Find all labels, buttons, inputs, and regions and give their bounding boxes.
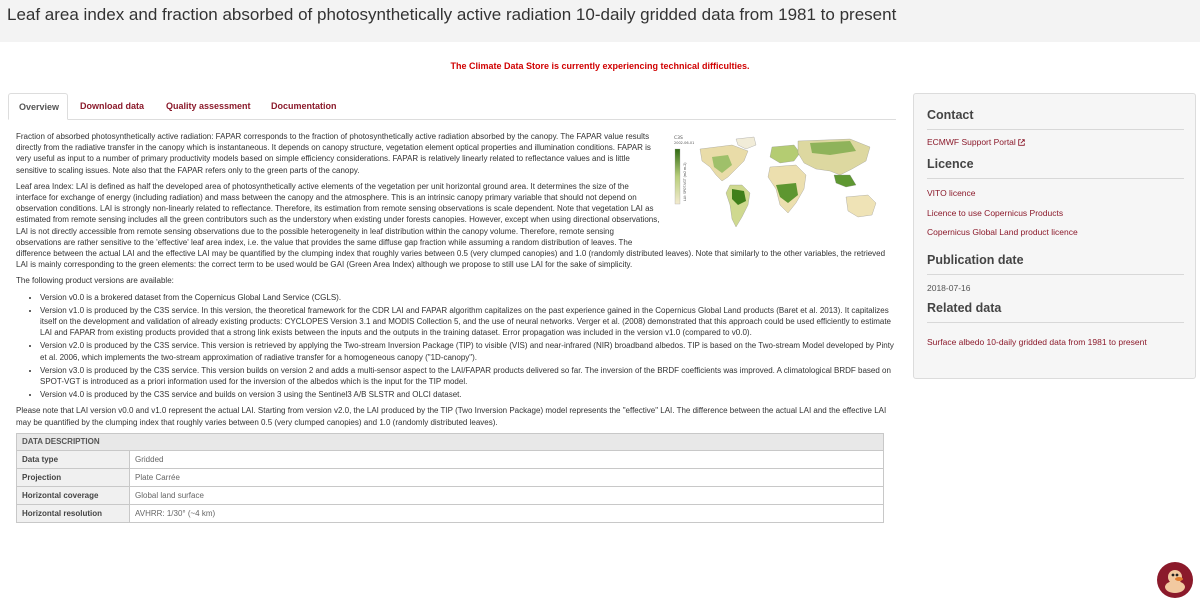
- external-link-icon: [1018, 139, 1025, 146]
- table-value: AVHRR: 1/30° (~4 km): [130, 504, 884, 522]
- map-title: C3S: [674, 136, 683, 141]
- tab-quality-assessment[interactable]: Quality assessment: [166, 101, 251, 111]
- licence-heading: Licence: [927, 157, 974, 171]
- divider: [927, 178, 1184, 179]
- table-row: [17, 468, 884, 486]
- table-key: Horizontal resolution: [17, 504, 130, 522]
- table-value: Gridded: [130, 450, 884, 468]
- fapar-paragraph: Fraction of absorbed photosynthetically active radiation: FAPAR corresponds to the fraction of photosynthetically active radiation absorbed by the canopy. The FAPAR value results directly from the radiative transfer in the canopy which is instantaneous. It depends on canopy structure, vegetation element optical properties and illumination conditions. FAPAR is very useful as input to a number of primary productivity models based on simple efficiency considerations. FAPAR is relatively linearly related to reflectance values and is little sensitive to scaling issues. Note also that the FAPAR refers only to the green parts of the canopy.: [16, 132, 651, 175]
- tab-documentation[interactable]: Documentation: [271, 101, 337, 111]
- overview-content: [16, 131, 894, 523]
- support-chat-button[interactable]: [1157, 562, 1193, 598]
- versions-list: [16, 292, 894, 401]
- list-item: • Version v1.0 is produced by the C3S service. In this version, the theoretical framework for the CDR LAI and FAPAR algorithm capitalizes on the past experience gained in the Copernicus Global Land products (Baret et al. 2013). It capitalizes itself on the development and validation of already existing products: CYCLOPES Version 3.1 and MODIS Collection 5, and the use of neural networks. Verger et al. (2008) demonstrated that this approach could be used efficiently to estimate LAI and FAPAR from existing products provided that a strong link exists between the inputs and the outputs in the training dataset. Error propagation was included in the version v1.0 (compared to v0.0).: [40, 305, 894, 339]
- technical-difficulties-alert: The Climate Data Store is currently experiencing technical difficulties.: [450, 61, 750, 71]
- copernicus-global-land-licence-link[interactable]: Copernicus Global Land product licence: [927, 227, 1078, 237]
- map-colorbar-label: LAI: SPOT-VGT (m2 m-2): [683, 162, 687, 201]
- vito-licence-link[interactable]: VITO licence: [927, 188, 976, 198]
- table-key: Projection: [17, 468, 130, 486]
- copernicus-products-licence-link[interactable]: Licence to use Copernicus Products: [927, 208, 1064, 218]
- list-item: • Version v0.0 is a brokered dataset from the Copernicus Global Land Service (CGLS).: [40, 292, 894, 303]
- tab-overview[interactable]: Overview: [8, 93, 68, 120]
- table-key: Data type: [17, 450, 130, 468]
- table-row: [17, 486, 884, 504]
- page-title: Leaf area index and fraction absorbed of photosynthetically active radiation 10-daily gridded data from 1981 to present: [7, 5, 897, 24]
- list-item: • Version v4.0 is produced by the C3S service and builds on version 3 using the Sentinel3 A/B SLSTR and OLCI dataset.: [40, 389, 894, 400]
- list-item: • Version v2.0 is produced by the C3S service. This version is retrieved by applying the Two-stream Inversion Package (TIP) to visible (VIS) and near-infrared (NIR) broadband albedos. TIP is based on the Two-stream Model developed by Pinty et al. 2006, which implements the two-stream approximation of radiative transfer for a homogeneous canopy ("1D-canopy").: [40, 340, 894, 362]
- versions-intro: The following product versions are available:: [16, 276, 174, 286]
- ecmwf-support-portal-link[interactable]: [927, 137, 1025, 147]
- list-item: • Version v3.0 is produced by the C3S service. This version builds on version 2 and adds a multi-sensor aspect to the LAI/FAPAR products delivered so far. The inversion of the BRDF coefficients was improved. A climatological BRDF based on SPOT-VGT is introduced as a priori information used for the inversion of the albedos which is the input for the TIP model.: [40, 365, 894, 387]
- page-header: [0, 0, 1200, 42]
- table-key: Horizontal coverage: [17, 486, 130, 504]
- divider: [927, 129, 1184, 130]
- publication-date-value: 2018-07-16: [927, 283, 971, 293]
- publication-date-heading: Publication date: [927, 253, 1024, 267]
- lai-paragraph: Leaf area Index: LAI is defined as half the developed area of photosynthetically active elements of the vegetation per unit horizontal ground area. It determines the size of the interface for exchange of energy (including radiation) and mass between the canopy and the atmosphere. This is an intrinsic canopy primary variable that should not depend on observation conditions. LAI is strongly non-linearly related to reflectance. Therefore, its estimation from remote sensing observations is scale dependent. Note that vegetation LAI as estimated from remote sensing includes all the green contributors such as the understory when existing under forests canopies. However, except when using directional observations, LAI is not directly accessible from remote sensing observations due to the possible heterogeneity in leaf distribution within the canopy volume. Therefore, remote sensing observations are rather sensitive to the 'effective' leaf area index, i.e. the value that provides the same diffuse gap fraction while assuming a random distribution of leaves. The difference between the actual LAI and the effective LAI may be quantified by the clumping index that roughly varies between 0.5 (very clumped canopies) and 1.0 (randomly distributed leaves). Note that similarly to the other variables, the retrieved LAI is mainly corresponding to the green elements: the correct term to be used would be GAI (Green Area Index) although we propose to still use LAI for the sake of simplicity.: [16, 181, 886, 270]
- main-content: [8, 93, 896, 610]
- data-description-header: DATA DESCRIPTION: [17, 433, 884, 450]
- table-row: [17, 450, 884, 468]
- divider: [927, 274, 1184, 275]
- contact-heading: Contact: [927, 108, 974, 122]
- duck-mascot-icon: [1157, 562, 1193, 598]
- ecmwf-support-portal-label: ECMWF Support Portal: [927, 137, 1016, 147]
- tab-bar: [8, 93, 896, 120]
- data-description-table: [16, 433, 884, 523]
- sidebar-panel: [913, 93, 1196, 379]
- related-data-heading: Related data: [927, 301, 1002, 315]
- table-value: Global land surface: [130, 486, 884, 504]
- lai-note-paragraph: Please note that LAI version v0.0 and v1.0 represent the actual LAI. Starting from version v2.0, the LAI produced by the TIP (Two Inversion Package) model represents the "effective" LAI. The difference between the actual LAI and the effective LAI may be quantified by the clumping index that roughly varies between 0.5 (very clumped canopies) and 1.0 (randomly distributed leaves).: [16, 406, 887, 427]
- lai-world-map: [670, 131, 894, 239]
- surface-albedo-link[interactable]: Surface albedo 10-daily gridded data from 1981 to present: [927, 337, 1147, 347]
- divider: [927, 322, 1184, 323]
- map-date: 2002-06-01: [674, 141, 695, 145]
- table-row: [17, 504, 884, 522]
- tab-download-data[interactable]: Download data: [80, 101, 145, 111]
- world-map-graphic: [670, 131, 894, 239]
- table-value: Plate Carrée: [130, 468, 884, 486]
